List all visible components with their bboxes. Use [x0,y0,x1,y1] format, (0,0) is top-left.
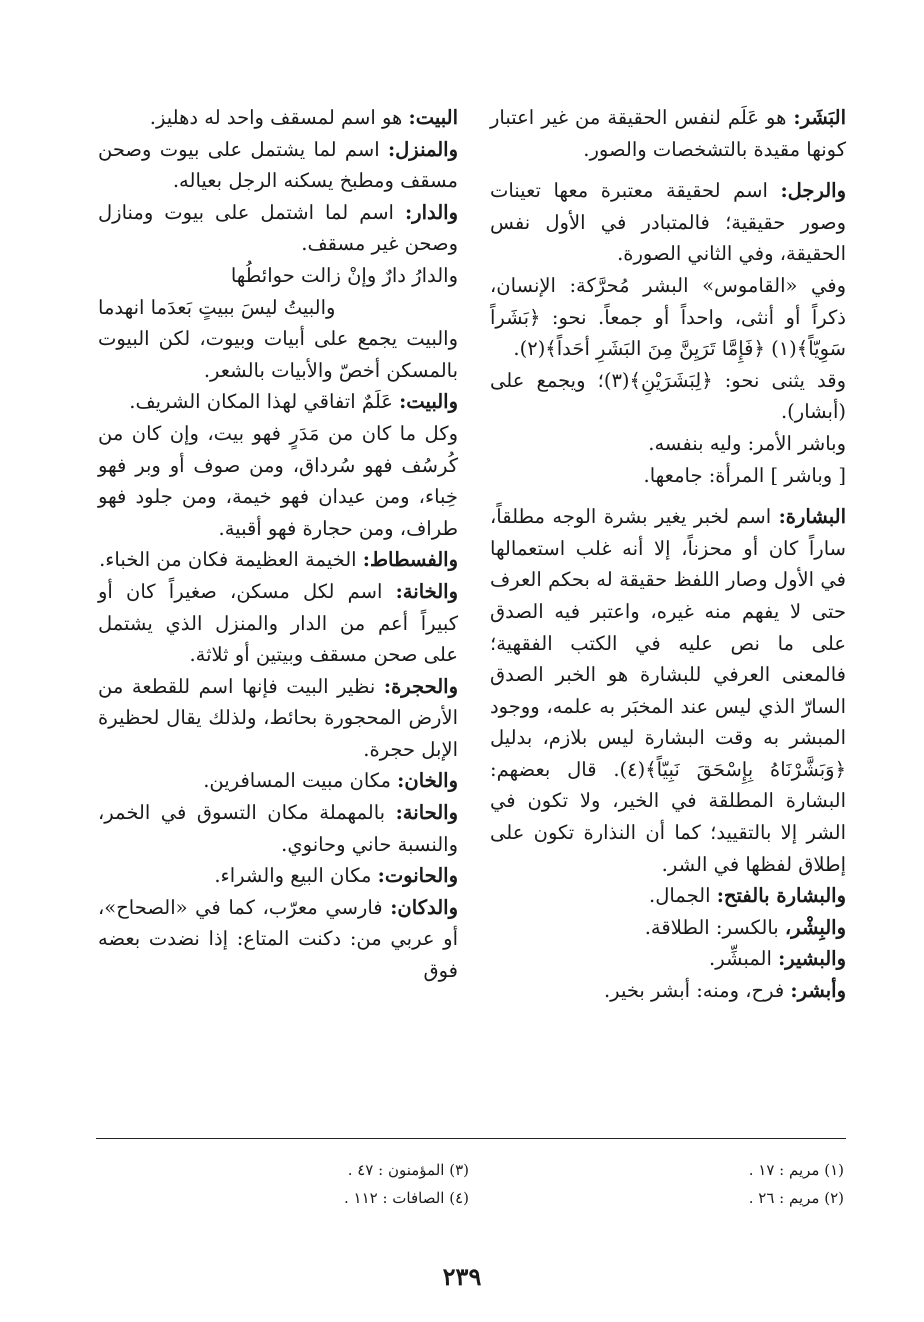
page-number: ٢٣٩ [442,1262,482,1291]
entry-bashar: البَشَر: هو عَلَم لنفس الحقيقة من غير اعتبار كونها مقيدة بالتشخصات والصور. [490,106,846,161]
entry-hujra: والحجرة: نظير البيت فإنها اسم للقطعة من الأرض المحجورة بحائط، ولذلك يقال لحظيرة الإبل حجرة. [98,674,458,761]
entry-dukkan: والدكان: فارسي معرّب، كما في «الصحاح»، أو عربي من: دكنت المتاع: إذا نضدت بعضه فوق [98,895,458,983]
footnote-4: (٤) الصافات : ١١٢ . [343,1189,469,1207]
entry-bashara-fath: والبشارة بالفتح: الجمال. [649,884,846,908]
right-column [490,102,846,1007]
footnote-2: (٢) مريم : ٢٦ . [748,1189,844,1207]
entry-khana: والخانة: اسم لكل مسكن، صغيراً كان أو كبيراً أعم من الدار والمنزل الذي يشتمل على صحن مسقف وبيتين أو ثلاثة. [98,579,458,667]
entry-bashara-marah: [ وباشر ] المرأة: جامعها. [643,463,846,487]
footnote-3: (٣) المؤمنون : ٤٧ . [347,1161,469,1179]
footnotes-left [139,1156,469,1212]
entry-abshar: وأبشر: فرح، ومنه: أبشر بخير. [603,979,846,1003]
entry-bayt-plural: والبيت يجمع على أبيات وبيوت، لكن البيوت بالمسكن أخصّ والأبيات بالشعر. [98,327,458,382]
entry-manzil: والمنزل: اسم لما يشتمل على بيوت وصحن مسقف ومطبخ يسكنه الرجل بعياله. [98,137,458,193]
entry-bashir: والبشير: المبشِّر. [709,947,846,971]
entry-bishr: والبِشْر، بالكسر: الطلاقة. [644,915,846,939]
entry-bashara-amr: وباشر الأمر: وليه بنفسه. [648,431,846,455]
entry-qamus: وفي «القاموس» البشر مُحرَّكة: الإنسان، ذكراً أو أنثى، واحداً أو جمعاً. نحو: ﴿بَشَراً سَوِيّاً﴾(١) ﴿فَإِمَّا تَرَيِنَّ مِنَ البَشَرِ أحَداً﴾(٢). [490,273,846,361]
footnote-divider [96,1138,846,1139]
entry-bayt-sharif: والبيت: عَلَمٌ اتفاقي لهذا المكان الشريف. [129,390,458,414]
entry-khan: والخان: مكان مبيت المسافرين. [203,769,458,793]
entry-madar: وكل ما كان من مَدَرٍ فهو بيت، وإن كان من كُرسُف فهو سُرداق، ومن صوف أو وبر فهو خِباء، ومن عيدان فهو خيمة، ومن جلود فهو طراف، ومن حجارة فهو أقبية. [98,421,458,540]
entry-dar: والدار: اسم لما اشتمل على بيوت ومنازل وصحن غير مسقف. [98,200,458,256]
left-column [98,102,458,987]
entry-fustat: والفسطاط: الخيمة العظيمة فكان من الخباء. [99,548,458,572]
entry-bishara: البشارة: اسم لخبر يغير بشرة الوجه مطلقاً، ساراً كان أو محزناً، إلا أنه غلب استعمالها في الأول وصار اللفظ حقيقة له بحكم العرف حتى لا يفهم منه غيره، واعتبر فيه الصدق على ما نص عليه في الكتب الفقهية؛ فالمعنى العرفي للبشارة هو الخبر الصدق السارّ الذي ليس عند المخبَر به علمه، ووجود المبشر به وقت البشارة ليس بلازم، بدليل ﴿وَبَشَّرْنَاهُ بِإِسْحَقَ نَبِيّاً﴾(٤). قال بعضهم: البشارة المطلقة في الخير، ولا تكون في الشر إلا بالتقييد؛ كما أن النذارة تكون على إطلاق لفظها في الشر. [490,505,847,876]
entry-dual: وقد يثنى نحو: ﴿لِبَشَرَيْنِ﴾(٣)؛ ويجمع على (أبشار). [490,368,847,424]
footnote-1: (١) مريم : ١٧ . [748,1161,844,1179]
poem-line-1: والدارُ دارٌ وإنْ زالت حوائطُها [230,263,458,287]
footnotes-right [514,1156,844,1212]
entry-rajul: والرجل: اسم لحقيقة معتبرة معها تعينات وصور حقيقية؛ فالمتبادر في الأول نفس الحقيقة، وفي الثاني الصورة. [490,179,846,266]
poem-line-2: والبيتُ ليسَ ببيتٍ بَعدَما انهدما [98,295,336,319]
entry-hanut: والحانوت: مكان البيع والشراء. [214,864,458,888]
entry-bayt: البيت: هو اسم لمسقف واحد له دهليز. [149,106,458,129]
entry-hana: والحانة: بالمهملة مكان التسوق في الخمر، والنسبة حاني وحانوي. [98,801,458,856]
